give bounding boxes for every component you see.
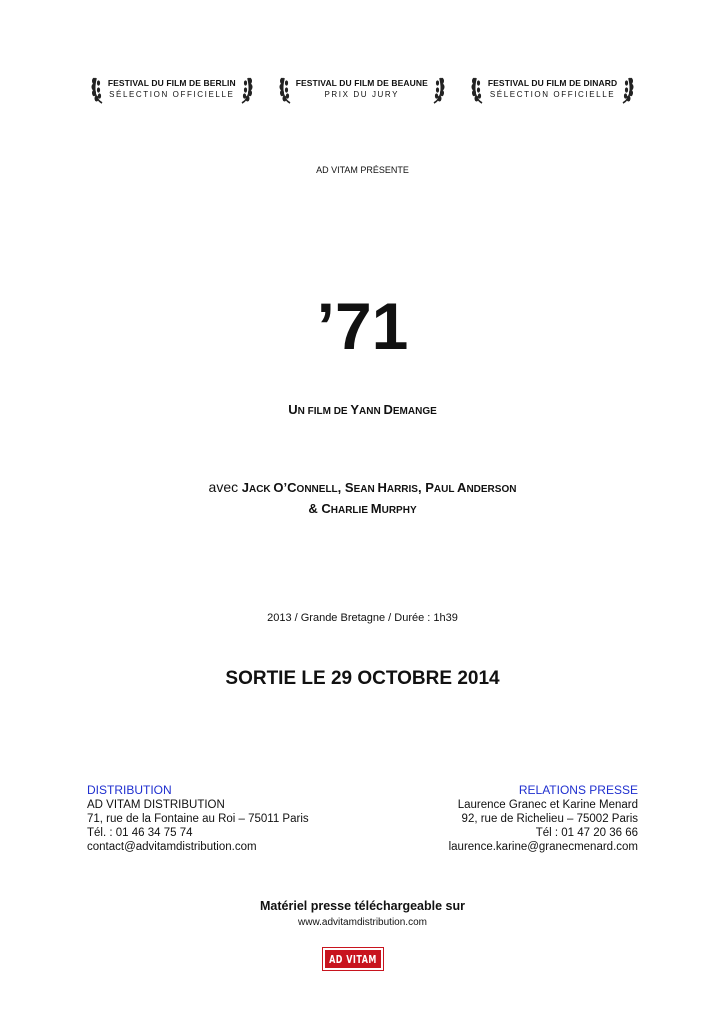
- laurel-distinction: PRIX DU JURY: [324, 90, 400, 99]
- laurel-branch-left-icon: [279, 74, 293, 104]
- distribution-heading: DISTRIBUTION: [87, 783, 172, 797]
- director-cap: Y: [350, 402, 360, 417]
- distribution-phone: Tél. : 01 46 34 75 74: [87, 827, 193, 839]
- distribution-email[interactable]: contact@advitamdistribution.com: [87, 841, 257, 853]
- cast-cap: J: [241, 480, 249, 495]
- director-cap: D: [383, 402, 393, 417]
- ad-vitam-logo: [323, 948, 383, 970]
- director-cap: U: [288, 402, 298, 417]
- director-smallcaps: EMANGE: [392, 406, 437, 417]
- press-address: 92, rue de Richelieu – 75002 Paris: [461, 813, 638, 825]
- cast-line-2: [0, 499, 725, 520]
- presenter-line: AD VITAM PRÉSENTE: [316, 165, 409, 175]
- director-smallcaps: ANN: [359, 406, 384, 417]
- director-smallcaps: N FILM DE: [297, 406, 351, 417]
- cast-cap: M: [370, 501, 382, 516]
- press-phone: Tél : 01 47 20 36 66: [535, 827, 638, 839]
- laurel-festival-name: FESTIVAL DU FILM DE DINARD: [487, 78, 618, 88]
- cast-cap: O’C: [273, 480, 297, 495]
- film-info: 2013 / Grande Bretagne / Durée : 1h39: [267, 612, 458, 624]
- laurel-berlin: [91, 74, 253, 104]
- laurel-branch-right-icon: [620, 74, 634, 104]
- cast-cap: , P: [417, 480, 434, 495]
- cast-smallcaps: ARRIS: [386, 484, 418, 495]
- laurel-branch-left-icon: [471, 74, 485, 104]
- logo-text: AD VITAM: [329, 953, 377, 965]
- laurel-branch-left-icon: [91, 74, 105, 104]
- cast-smallcaps: NDERSON: [466, 484, 517, 495]
- laurel-branch-right-icon: [239, 74, 253, 104]
- cast-smallcaps: ONNELL: [296, 484, 338, 495]
- laurel-festival-name: FESTIVAL DU FILM DE BERLIN: [107, 78, 236, 88]
- press-heading: RELATIONS PRESSE: [518, 783, 638, 797]
- cast-credit: [0, 478, 725, 520]
- festival-laurels: [0, 74, 725, 104]
- director-credit: [0, 402, 725, 417]
- cast-smallcaps: URPHY: [381, 505, 417, 516]
- cast-smallcaps: ACK: [248, 484, 274, 495]
- cast-smallcaps: EAN: [353, 484, 378, 495]
- distribution-address: 71, rue de la Fontaine au Roi – 75011 Paris: [87, 813, 309, 825]
- laurel-dinard: [471, 74, 634, 104]
- press-email[interactable]: laurence.karine@granecmenard.com: [448, 841, 638, 853]
- press-material-title: Matériel presse téléchargeable sur: [260, 899, 465, 913]
- distribution-contact: [87, 783, 309, 854]
- cast-line-1: [0, 478, 725, 499]
- press-material-url[interactable]: www.advitamdistribution.com: [298, 917, 427, 928]
- cast-cap: , S: [337, 480, 354, 495]
- laurel-distinction: SÉLECTION OFFICIELLE: [489, 90, 616, 99]
- film-title: ’71: [316, 289, 409, 363]
- laurel-branch-right-icon: [431, 74, 445, 104]
- laurel-beaune: [279, 74, 445, 104]
- cast-avec: avec: [208, 479, 239, 495]
- press-name: Laurence Granec et Karine Menard: [457, 799, 638, 811]
- laurel-distinction: SÉLECTION OFFICIELLE: [109, 90, 235, 99]
- cast-cap: H: [377, 480, 387, 495]
- cast-smallcaps: HARLIE: [330, 505, 371, 516]
- press-contact: [449, 783, 638, 854]
- cast-smallcaps: AUL: [433, 484, 458, 495]
- distribution-name: AD VITAM DISTRIBUTION: [87, 799, 225, 811]
- release-date: SORTIE LE 29 OCTOBRE 2014: [225, 668, 500, 689]
- cast-cap: A: [457, 480, 467, 495]
- cast-cap: & C: [308, 501, 331, 516]
- laurel-festival-name: FESTIVAL DU FILM DE BEAUNE: [295, 78, 428, 88]
